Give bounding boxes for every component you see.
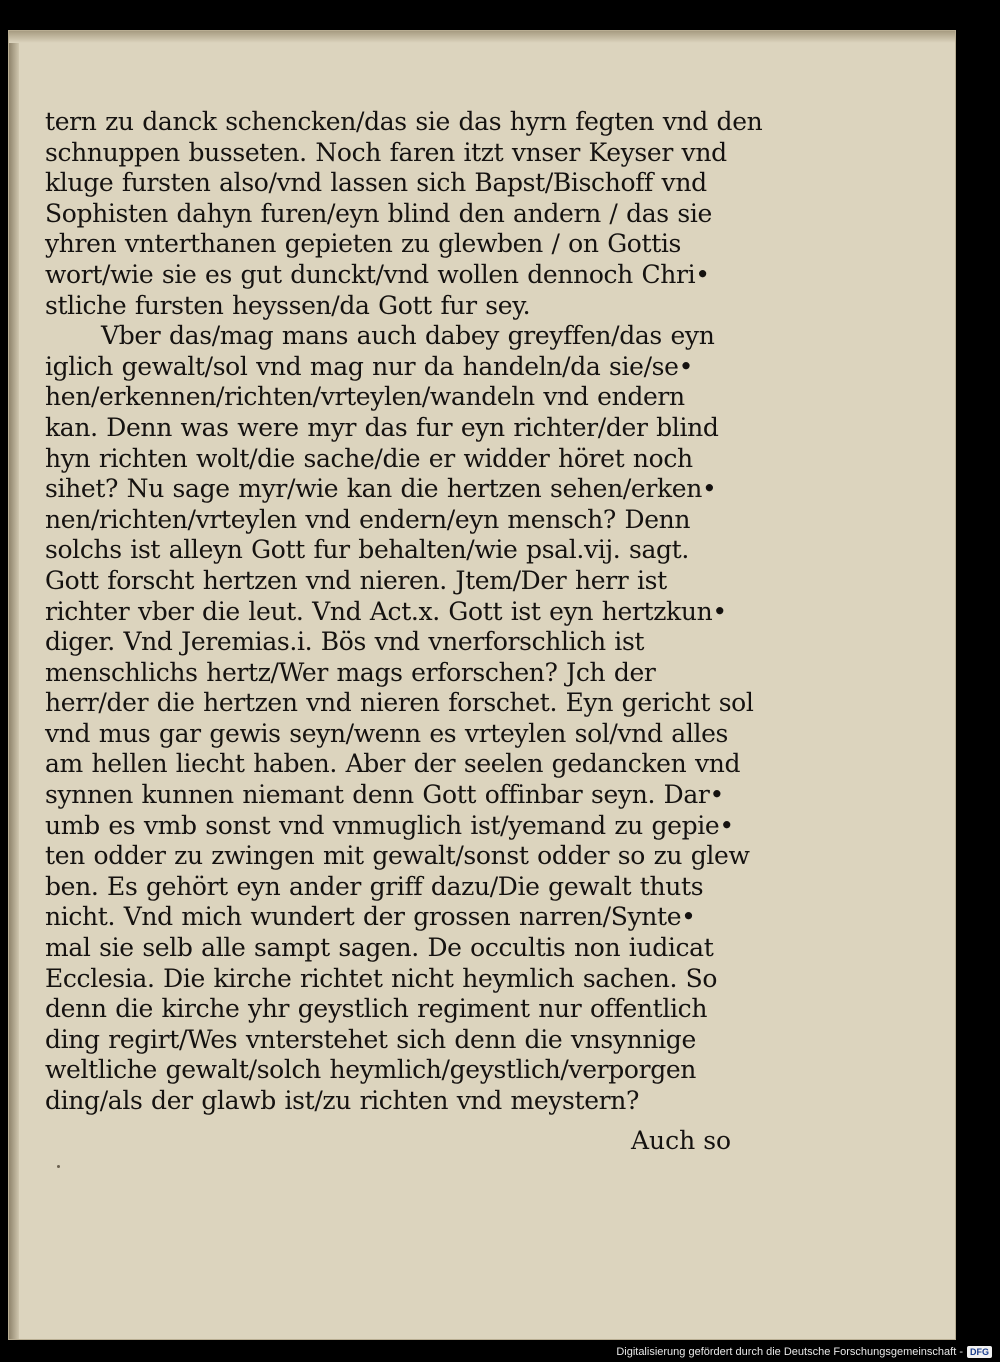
text-line: umb es vmb sonst vnd vnmuglich ist/yemand zu gepie• bbox=[45, 810, 734, 840]
text-line: iglich gewalt/sol vnd mag nur da handeln/da sie/se• bbox=[45, 351, 693, 381]
text-line: nicht. Vnd mich wundert der grossen narren/Synte• bbox=[45, 902, 696, 932]
scanned-page bbox=[8, 30, 956, 1340]
text-line: Ecclesia. Die kirche richtet nicht heymlich sachen. So bbox=[45, 963, 718, 993]
text-line: Gott forscht hertzen vnd nieren. Jtem/Der herr ist bbox=[45, 565, 667, 595]
footer-credit: Digitalisierung gefördert durch die Deutsche Forschungsgemeinschaft - bbox=[616, 1346, 963, 1358]
text-line: synnen kunnen niemant denn Gott offinbar seyn. Dar• bbox=[45, 780, 724, 810]
text-line: menschlichs hertz/Wer mags erforschen? Jch der bbox=[45, 657, 656, 687]
text-line: ding/als der glawb ist/zu richten vnd meystern? bbox=[45, 1086, 640, 1115]
text-line: hen/erkennen/richten/vrteylen/wandeln vnd endern bbox=[45, 382, 685, 412]
text-line: ding regirt/Wes vnterstehet sich denn die vnsynnige bbox=[45, 1024, 696, 1054]
text-line: kan. Denn was were myr das fur eyn richter/der blind bbox=[45, 412, 719, 442]
text-line: richter vber die leut. Vnd Act.x. Gott ist eyn hertzkun• bbox=[45, 596, 727, 626]
text-block bbox=[45, 107, 763, 1117]
text-line: tern zu danck schencken/das sie das hyrn fegten vnd den bbox=[45, 107, 763, 136]
text-line: herr/der die hertzen vnd nieren forschet. Eyn gericht sol bbox=[45, 688, 754, 718]
text-line: diger. Vnd Jeremias.i. Bös vnd vnerforschlich ist bbox=[45, 627, 645, 657]
text-line: yhren vnterthanen gepieten zu glewben / on Gottis bbox=[45, 229, 682, 259]
text-line: solchs ist alleyn Gott fur behalten/wie psal.vij. sagt. bbox=[45, 535, 689, 565]
dfg-logo-icon: DFG bbox=[967, 1346, 992, 1358]
text-line: wort/wie sie es gut dunckt/vnd wollen dennoch Chri• bbox=[45, 259, 710, 289]
text-line: kluge fursten also/vnd lassen sich Bapst/Bischoff vnd bbox=[45, 168, 707, 198]
text-line: schnuppen busseten. Noch faren itzt vnser Keyser vnd bbox=[45, 137, 727, 167]
text-line: ten odder zu zwingen mit gewalt/sonst odder so zu glew bbox=[45, 841, 750, 871]
text-line: hyn richten wolt/die sache/die er widder höret noch bbox=[45, 443, 693, 473]
text-line: nen/richten/vrteylen vnd endern/eyn mensch? Denn bbox=[45, 504, 691, 534]
text-line: ben. Es gehört eyn ander griff dazu/Die gewalt thuts bbox=[45, 871, 704, 901]
ink-speck bbox=[57, 1165, 60, 1168]
text-line: am hellen liecht haben. Aber der seelen gedancken vnd bbox=[45, 749, 741, 779]
text-line: denn die kirche yhr geystlich regiment nur offentlich bbox=[45, 994, 708, 1024]
text-line: Sophisten dahyn furen/eyn blind den andern / das sie bbox=[45, 198, 712, 228]
text-line: weltliche gewalt/solch heymlich/geystlich/verporgen bbox=[45, 1055, 697, 1085]
text-line: vnd mus gar gewis seyn/wenn es vrteylen sol/vnd alles bbox=[45, 718, 729, 748]
footer bbox=[616, 1346, 992, 1358]
paragraph-start-line: Vber das/mag mans auch dabey greyffen/das eyn bbox=[101, 321, 715, 351]
text-line: mal sie selb alle sampt sagen. De occultis non iudicat bbox=[45, 933, 714, 963]
text-line: stliche fursten heyssen/da Gott fur sey. bbox=[45, 290, 531, 320]
catchword: Auch so bbox=[631, 1126, 732, 1155]
text-line: sihet? Nu sage myr/wie kan die hertzen sehen/erken• bbox=[45, 474, 717, 504]
